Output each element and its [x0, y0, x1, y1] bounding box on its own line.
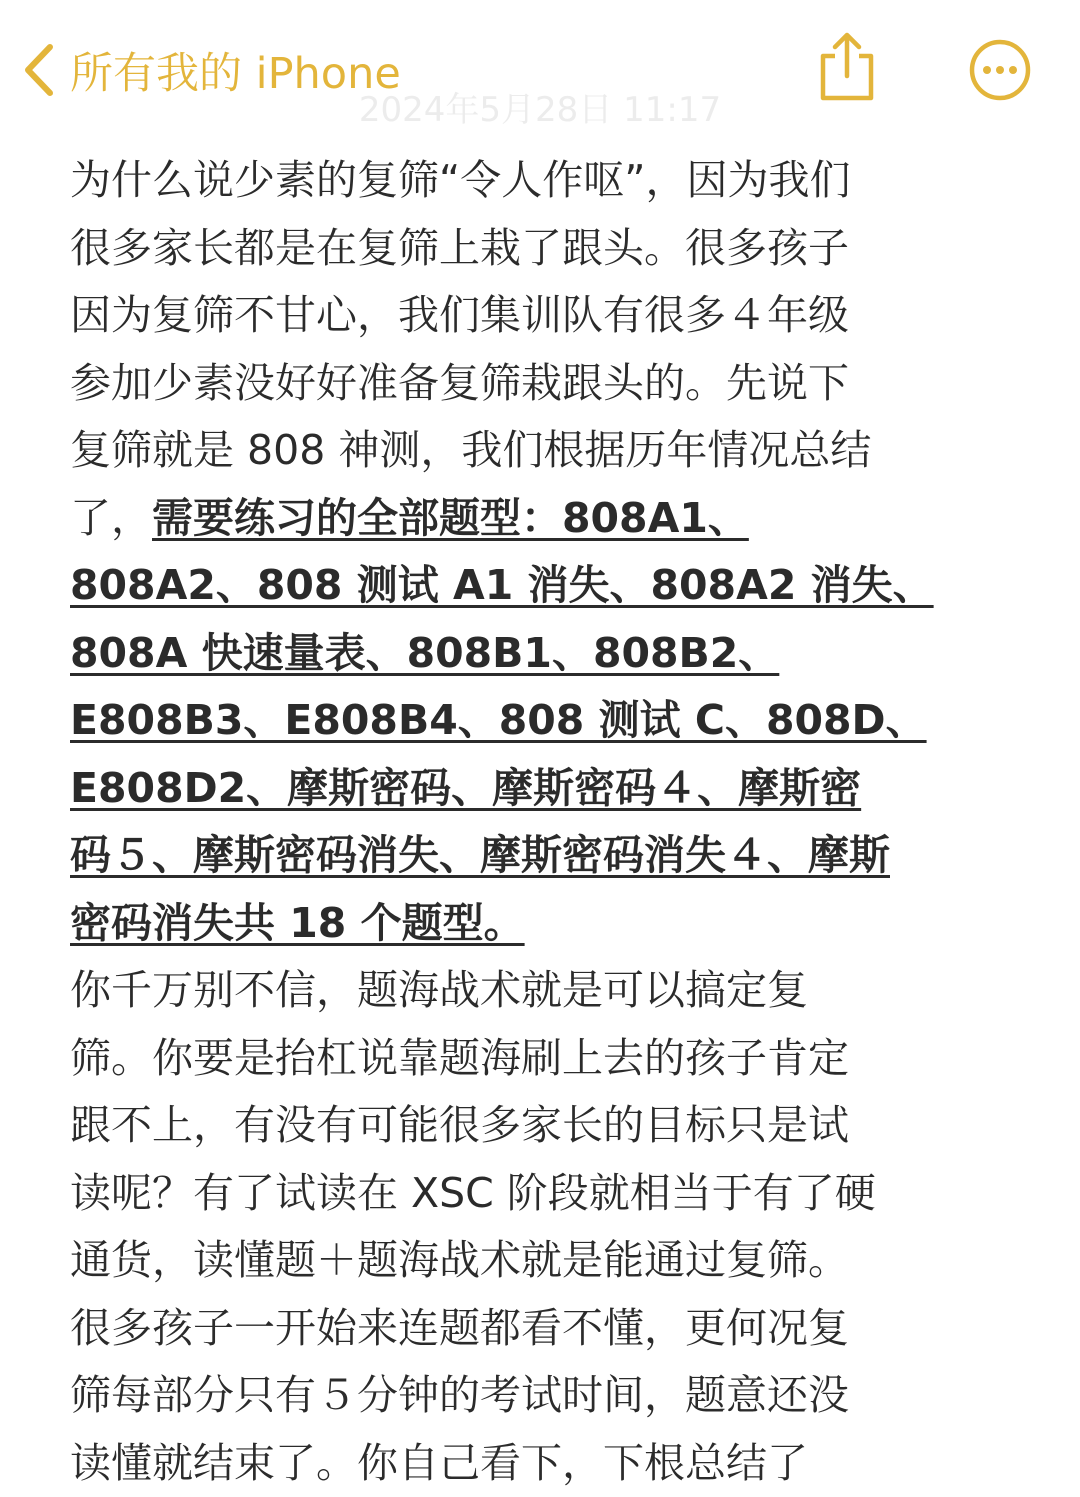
note-line: [70, 620, 1015, 688]
note-line: [70, 282, 1015, 350]
emphasized-text: E808B3、E808B4、808 测试 C、808D、: [70, 696, 927, 744]
note-text: 很多家长都是在复筛上栽了跟头。很多孩子: [70, 224, 849, 272]
note-line: [70, 350, 1015, 418]
note-line: [70, 147, 1015, 215]
emphasized-text: 密码消失共 18 个题型。: [70, 899, 525, 947]
note-line: [70, 215, 1015, 283]
note-body[interactable]: [70, 147, 1015, 1497]
note-text: 筛每部分只有５分钟的考试时间，题意还没: [70, 1371, 849, 1419]
note-text: 筛。你要是抬杠说靠题海刷上去的孩子肯定: [70, 1034, 849, 1082]
note-line: [70, 687, 1015, 755]
note-text: 读呢？有了试读在 XSC 阶段就相当于有了硬: [70, 1169, 876, 1217]
note-text: 很多孩子一开始来连题都看不懂，更何况复: [70, 1304, 849, 1352]
note-text: 读懂就结束了。你自己看下，下根总结了: [70, 1439, 808, 1487]
emphasized-text: 码５、摩斯密码消失、摩斯密码消失４、摩斯: [70, 831, 890, 879]
note-text: 复筛就是 808 神测，我们根据历年情况总结: [70, 426, 871, 474]
back-label: 所有我的 iPhone: [70, 40, 401, 101]
note-text: 跟不上，有没有可能很多家长的目标只是试: [70, 1101, 849, 1149]
note-line: [70, 1025, 1015, 1093]
note-line: [70, 755, 1015, 823]
emphasized-text: 808A 快速量表、808B1、808B2、: [70, 629, 779, 677]
note-text: 参加少素没好好准备复筛栽跟头的。先说下: [70, 359, 849, 407]
note-line: [70, 485, 1015, 553]
note-line: [70, 957, 1015, 1025]
note-text: 你千万别不信，题海战术就是可以搞定复: [70, 966, 808, 1014]
note-line: [70, 1092, 1015, 1160]
note-line: [70, 417, 1015, 485]
note-line: [70, 1295, 1015, 1363]
note-date: 2024年5月28日 11:17: [0, 82, 1080, 131]
emphasized-text: 需要练习的全部题型：808A1、: [152, 494, 749, 542]
note-line: [70, 1160, 1015, 1228]
navigation-bar: [0, 0, 1080, 140]
emphasized-text: E808D2、摩斯密码、摩斯密码４、摩斯密: [70, 764, 861, 812]
note-line: [70, 1227, 1015, 1295]
note-text: 因为复筛不甘心，我们集训队有很多４年级: [70, 291, 849, 339]
note-line: [70, 1362, 1015, 1430]
note-text: 为什么说少素的复筛“令人作呕”，因为我们: [70, 156, 850, 204]
note-line: [70, 552, 1015, 620]
emphasized-text: 808A2、808 测试 A1 消失、808A2 消失、: [70, 561, 934, 609]
note-line: [70, 822, 1015, 890]
note-text: 了，: [70, 494, 152, 542]
note-text: 通货，读懂题＋题海战术就是能通过复筛。: [70, 1236, 849, 1284]
note-line: [70, 890, 1015, 958]
